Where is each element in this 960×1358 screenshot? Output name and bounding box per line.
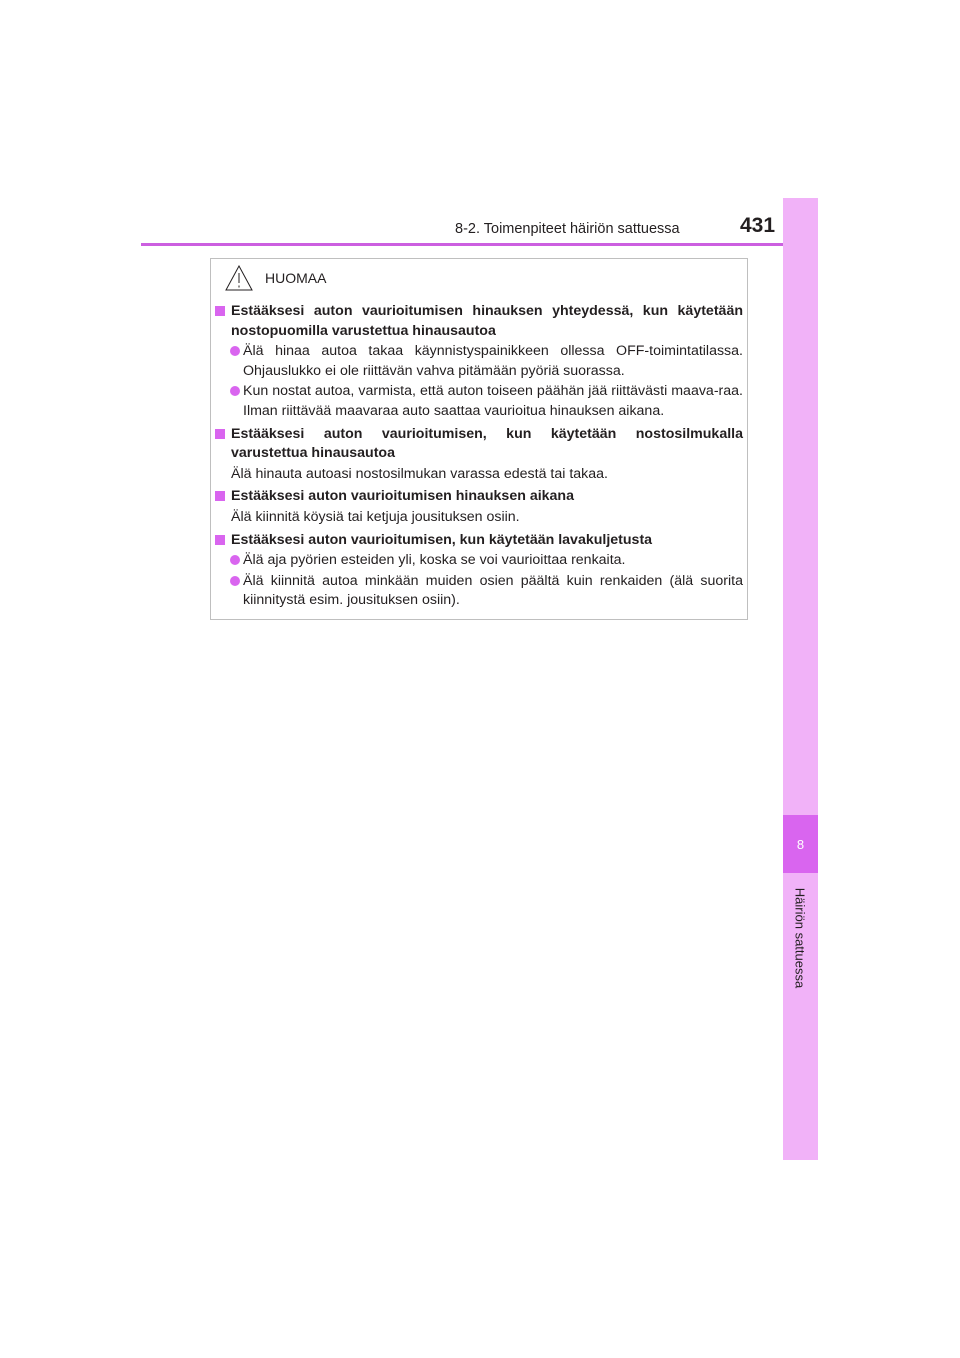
circle-bullet-icon (230, 346, 240, 356)
header-rule (141, 243, 818, 246)
square-bullet-icon (215, 535, 225, 545)
notice-paragraph: Älä kiinnitä köysiä tai ketjuja jousituksen osiin. (231, 508, 520, 525)
notice-bullet: Älä hinaa autoa takaa käynnistyspainikkeen ollessa OFF-toimintatilassa. Ohjauslukko ei ole riittävän vahva pitämään pyöriä suorassa. (215, 342, 743, 381)
notice-box (210, 258, 748, 620)
side-tab (783, 198, 818, 1160)
circle-bullet-icon (230, 576, 240, 586)
notice-title: HUOMAA (265, 270, 327, 286)
chapter-label: Häiriön sattuessa (792, 887, 808, 989)
chapter-tab (783, 815, 818, 873)
notice-heading: Estääksesi auton vaurioitumisen hinauksen aikana (215, 487, 743, 507)
notice-content (215, 302, 743, 611)
notice-heading: Estääksesi auton vaurioitumisen, kun käytetään lavakuljetusta (215, 531, 743, 551)
warning-triangle-icon (225, 265, 253, 291)
square-bullet-icon (215, 429, 225, 439)
notice-heading: Estääksesi auton vaurioitumisen, kun käytetään nostosilmukalla varustettua hinausautoa (215, 425, 743, 464)
section-title: 8-2. Toimenpiteet häiriön sattuessa (455, 221, 680, 237)
notice-bullet: Kun nostat autoa, varmista, että auton toiseen päähän jää riittävästi maava-raa. Ilman riittävää maavaraa auto saattaa vaurioitua hinauksen aikana. (215, 382, 743, 421)
notice-paragraph: Älä hinauta autoasi nostosilmukan varassa edestä tai takaa. (231, 465, 608, 482)
square-bullet-icon (215, 306, 225, 316)
circle-bullet-icon (230, 555, 240, 565)
page-number: 431 (740, 214, 776, 237)
notice-bullet: Älä kiinnitä autoa minkään muiden osien päältä kuin renkaiden (älä suorita kiinnitystä esim. jousituksen osiin). (215, 572, 743, 611)
notice-bullet: Älä aja pyörien esteiden yli, koska se voi vaurioittaa renkaita. (215, 551, 743, 571)
square-bullet-icon (215, 491, 225, 501)
chapter-number: 8 (796, 837, 805, 852)
notice-heading: Estääksesi auton vaurioitumisen hinauksen yhteydessä, kun käytetään nostopuomilla varustettua hinausautoa (215, 302, 743, 341)
circle-bullet-icon (230, 386, 240, 396)
